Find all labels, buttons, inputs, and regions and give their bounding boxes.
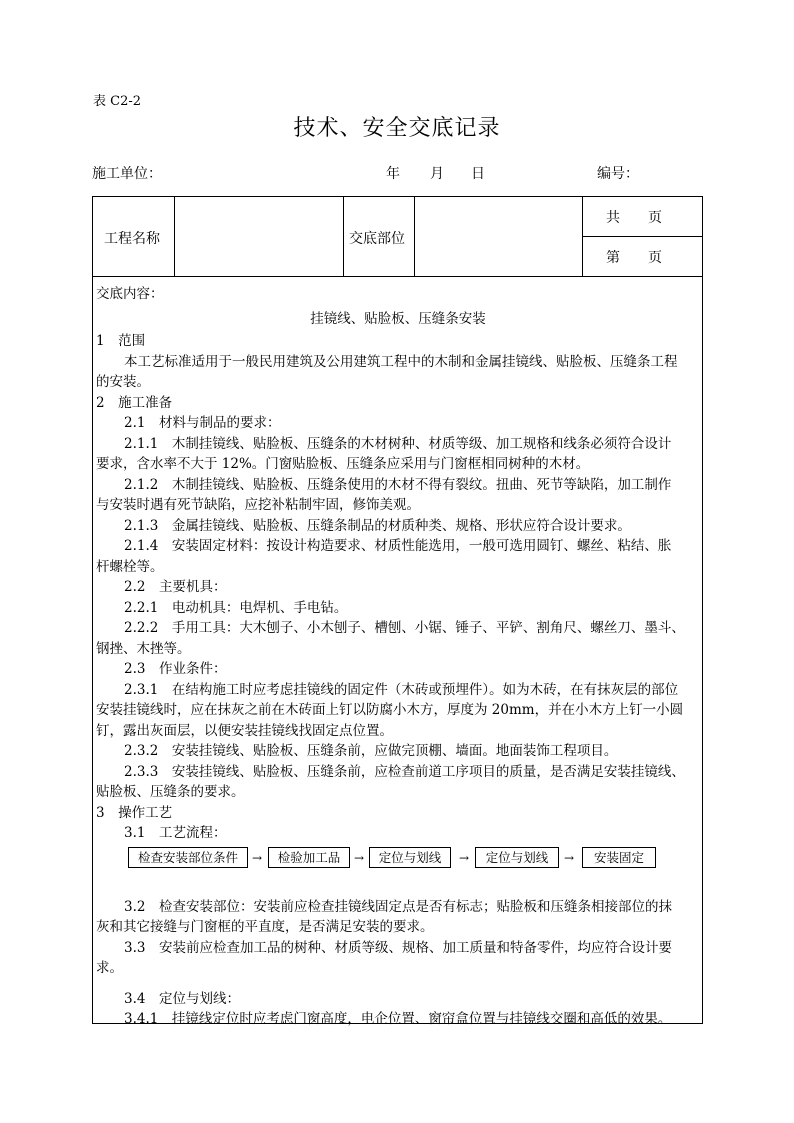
content-label: 交底内容： <box>96 286 164 302</box>
month-label: 月 <box>430 166 444 182</box>
content-line: 安装挂镜线时，应在抹灰之前在木砖面上钉以防腐小木方，厚度为 20mm，并在小木方上钉一小圆 <box>96 702 684 718</box>
content-line: 3.4.1 挂镜线定位时应考虑门窗高度，电企位置、窗帘盒位置与挂镜线交圈和高低的效果。 <box>124 1011 672 1027</box>
project-name-field[interactable] <box>175 197 342 275</box>
content-line: 2.2.2 手用工具：大木刨子、小木刨子、槽刨、小锯、锤子、平铲、割角尺、螺丝刀、墨斗、 <box>124 620 685 636</box>
content-line: 2.1 材料与制品的要求： <box>124 415 281 431</box>
page-number-label: 第 页 <box>606 250 662 266</box>
content-line: 求。 <box>96 960 123 976</box>
flow-arrow-icon: → <box>459 850 470 865</box>
content-line: 2.3.3 安装挂镜线、贴脸板、压缝条前，应检查前道工序项目的质量，是否满足安装挂镜线、 <box>124 763 685 780</box>
content-line: 2.3.1 在结构施工时应考虑挂镜线的固定件（木砖或预埋件）。如为木砖，在有抹灰层的部位 <box>124 681 679 698</box>
content-line: 2.1.2 木制挂镜线、贴脸板、压缝条使用的木材不得有裂纹。扭曲、死节等缺陷，加工制作 <box>124 476 672 493</box>
project-name-label: 工程名称 <box>104 231 160 247</box>
location-field[interactable] <box>415 197 581 275</box>
content-line: 2.1.1 木制挂镜线、贴脸板、压缝条的木材树种、材质等级、加工规格和线条必须符合设计 <box>124 435 672 452</box>
document-title: 技术、安全交底记录 <box>293 116 501 141</box>
content-line: 2.1.3 金属挂镜线、贴脸板、压缝条制品的材质种类、规格、形状应符合设计要求。 <box>124 517 631 534</box>
flow-arrow-icon: → <box>354 850 365 865</box>
content-line: 的安装。 <box>96 374 150 390</box>
year-label: 年 <box>386 166 400 182</box>
content-line: 贴脸板、压缝条的要求。 <box>96 784 245 800</box>
flow-step-inspect-products: 检验加工品 <box>268 847 350 868</box>
content-line: 3.4 定位与划线： <box>124 990 240 1007</box>
content-line: 钢挫、木挫等。 <box>96 640 191 657</box>
disclosure-content <box>96 284 700 1030</box>
content-line: 杆螺栓等。 <box>96 558 164 575</box>
flow-step-positioning-2: 定位与划线 <box>475 847 559 868</box>
content-line: 3.3 安装前应检查加工品的树种、材质等级、规格、加工质量和特备零件，均应符合设计要 <box>124 939 672 956</box>
column-divider <box>343 196 344 276</box>
process-flow <box>96 847 700 869</box>
content-line: 灰和其它接缝与门窗框的平直度，是否满足安装的要求。 <box>96 919 434 935</box>
number-label: 编号： <box>597 166 639 182</box>
content-line: 与安装时遇有死节缺陷，应挖补粘制牢固，修饰美观。 <box>96 497 420 513</box>
flow-arrow-icon: → <box>564 850 575 865</box>
form-number: 表 C2-2 <box>93 94 142 109</box>
day-label: 日 <box>471 166 485 182</box>
content-line: 3.1 工艺流程： <box>124 825 227 841</box>
content-line: 2.3.2 安装挂镜线、贴脸板、压缝条前，应做完顶棚、墙面。地面装饰工程项目。 <box>124 743 618 759</box>
content-line: 3.2 检查安装部位：安装前应检查挂镜线固定点是否有标志；贴脸板和压缝条相接部位的抹 <box>124 898 672 915</box>
content-line: 2.3 作业条件： <box>124 661 227 677</box>
flow-step-positioning: 定位与划线 <box>369 847 451 868</box>
content-line: 钉，露出灰面层，以便安装挂镜线找固定点位置。 <box>96 722 393 739</box>
page-cell-divider <box>582 236 703 237</box>
content-line: 2.2.1 电动机具：电焊机、手电钻。 <box>124 599 348 616</box>
total-pages-label: 共 页 <box>606 210 662 226</box>
content-subtitle: 挂镜线、贴脸板、压缝条安装 <box>310 310 486 327</box>
content-line: 2 施工准备 <box>96 394 173 411</box>
content-line: 要求，含水率不大于 12%。门窗贴脸板、压缝条应采用与门窗框相同树种的木材。 <box>96 456 590 472</box>
content-line: 本工艺标准适用于一般民用建筑及公用建筑工程中的木制和金属挂镜线、贴脸板、压缝条工程 <box>124 353 678 370</box>
flow-arrow-icon: → <box>252 850 263 865</box>
content-line: 2.2 主要机具： <box>124 579 227 595</box>
content-line: 1 范围 <box>96 333 146 349</box>
construction-unit-label: 施工单位： <box>92 166 162 182</box>
header-row-divider <box>92 276 703 277</box>
location-label: 交底部位 <box>349 231 405 247</box>
content-line: 2.1.4 安装固定材料：按设计构造要求、材质性能选用，一般可选用圆钉、螺丝、粘结、胀 <box>124 538 672 554</box>
content-line: 3 操作工艺 <box>96 804 173 821</box>
flow-step-install: 安装固定 <box>582 847 656 868</box>
flow-step-inspect-site: 检查安装部位条件 <box>128 847 248 868</box>
